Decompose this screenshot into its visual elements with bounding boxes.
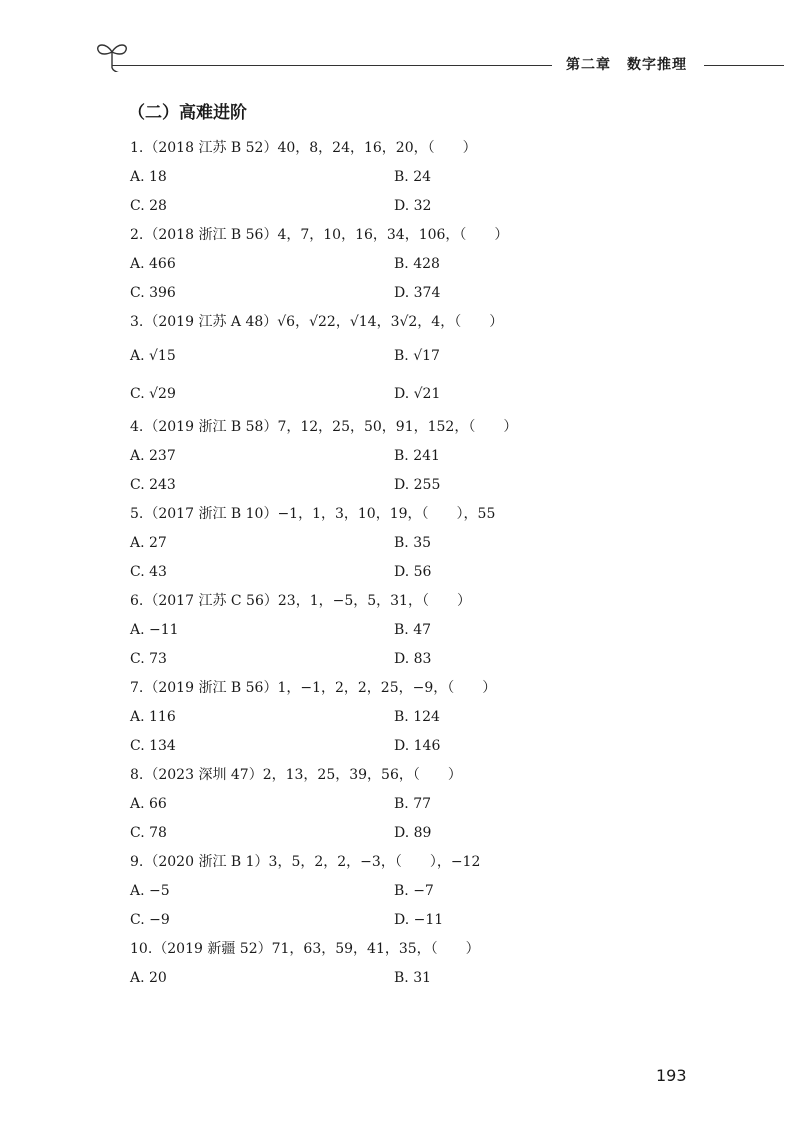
option-d: D. 32 xyxy=(394,198,432,214)
question-2 xyxy=(130,221,750,250)
options-row xyxy=(130,375,750,413)
option-c: C. 28 xyxy=(130,198,167,214)
options-row xyxy=(130,790,750,819)
option-a: A. −5 xyxy=(130,883,170,899)
option-d: D. √21 xyxy=(394,386,441,402)
options-row xyxy=(130,529,750,558)
option-b: B. 428 xyxy=(394,256,440,272)
options-row xyxy=(130,192,750,221)
option-a: A. 237 xyxy=(130,448,176,464)
options-row xyxy=(130,337,750,375)
question-sequence: 2，13，25，39，56，（ ） xyxy=(262,767,462,783)
page-number: 193 xyxy=(656,1066,687,1085)
option-a: A. −11 xyxy=(130,622,179,638)
question-number: 3. xyxy=(130,314,144,330)
options-row xyxy=(130,703,750,732)
question-10 xyxy=(130,935,750,964)
sprout-icon xyxy=(92,38,132,72)
options-row xyxy=(130,442,750,471)
option-a: A. 27 xyxy=(130,535,167,551)
chapter-heading xyxy=(566,54,687,74)
option-d: D. 83 xyxy=(394,651,432,667)
question-3 xyxy=(130,308,750,337)
question-source: （2017 浙江 B 10） xyxy=(144,506,278,522)
question-number: 6. xyxy=(130,593,144,609)
options-row xyxy=(130,279,750,308)
options-row xyxy=(130,558,750,587)
options-row xyxy=(130,645,750,674)
question-source: （2018 江苏 B 52） xyxy=(144,140,278,156)
option-b: B. 35 xyxy=(394,535,432,551)
question-6 xyxy=(130,587,750,616)
question-number: 2. xyxy=(130,227,144,243)
option-c: C. −9 xyxy=(130,912,170,928)
option-a: A. 20 xyxy=(130,970,167,986)
option-b: B. 241 xyxy=(394,448,440,464)
question-number: 1. xyxy=(130,140,144,156)
question-source: （2019 浙江 B 56） xyxy=(144,680,278,696)
question-sequence: 71，63，59，41，35，（ ） xyxy=(271,941,480,957)
option-d: D. 255 xyxy=(394,477,441,493)
chapter-title: 数字推理 xyxy=(627,57,687,73)
question-sequence: −1，1，3，10，19，（ ），55 xyxy=(277,506,496,522)
option-d: D. −11 xyxy=(394,912,444,928)
question-sequence: 4，7，10，16，34，106，（ ） xyxy=(277,227,509,243)
question-sequence: 23，1，−5，5，31，（ ） xyxy=(277,593,471,609)
option-b: B. 47 xyxy=(394,622,432,638)
options-row xyxy=(130,250,750,279)
option-a: A. 66 xyxy=(130,796,167,812)
question-4 xyxy=(130,413,750,442)
option-c: C. 78 xyxy=(130,825,167,841)
question-sequence: 1，−1，2，2，25，−9，（ ） xyxy=(277,680,497,696)
option-b: B. 77 xyxy=(394,796,432,812)
option-b: B. −7 xyxy=(394,883,434,899)
question-5 xyxy=(130,500,750,529)
options-row xyxy=(130,471,750,500)
question-sequence: √6，√22，√14，3√2，4，（ ） xyxy=(277,314,504,330)
question-number: 5. xyxy=(130,506,144,522)
question-source: （2020 浙江 B 1） xyxy=(144,854,269,870)
running-header xyxy=(0,30,800,80)
option-a: A. 18 xyxy=(130,169,167,185)
question-number: 10. xyxy=(130,941,153,957)
options-row xyxy=(130,819,750,848)
question-source: （2018 浙江 B 56） xyxy=(144,227,278,243)
options-row xyxy=(130,163,750,192)
option-c: C. 396 xyxy=(130,285,176,301)
question-1 xyxy=(130,134,750,163)
option-b: B. √17 xyxy=(394,348,440,364)
question-sequence: 3，5，2，2，−3，（ ），−12 xyxy=(268,854,481,870)
option-d: D. 56 xyxy=(394,564,432,580)
option-a: A. 466 xyxy=(130,256,176,272)
option-c: C. 243 xyxy=(130,477,176,493)
question-sequence: 40，8，24，16，20，（ ） xyxy=(277,140,477,156)
question-source: （2017 江苏 C 56） xyxy=(144,593,278,609)
question-number: 4. xyxy=(130,419,144,435)
option-c: C. 73 xyxy=(130,651,167,667)
question-number: 7. xyxy=(130,680,144,696)
question-8 xyxy=(130,761,750,790)
question-number: 9. xyxy=(130,854,144,870)
question-list xyxy=(130,134,750,993)
question-source: （2023 深圳 47） xyxy=(144,767,263,783)
option-c: C. √29 xyxy=(130,386,176,402)
chapter-label: 第二章 xyxy=(566,57,611,73)
header-rule-left xyxy=(112,65,552,66)
option-a: A. √15 xyxy=(130,348,176,364)
question-source: （2019 江苏 A 48） xyxy=(144,314,278,330)
option-d: D. 374 xyxy=(394,285,441,301)
option-b: B. 124 xyxy=(394,709,440,725)
header-rule-right xyxy=(704,65,784,66)
question-number: 8. xyxy=(130,767,144,783)
option-d: D. 146 xyxy=(394,738,441,754)
options-row xyxy=(130,732,750,761)
option-b: B. 24 xyxy=(394,169,432,185)
options-row xyxy=(130,906,750,935)
question-source: （2019 浙江 B 58） xyxy=(144,419,278,435)
option-c: C. 43 xyxy=(130,564,167,580)
option-d: D. 89 xyxy=(394,825,432,841)
question-9 xyxy=(130,848,750,877)
options-row xyxy=(130,877,750,906)
option-a: A. 116 xyxy=(130,709,176,725)
options-row xyxy=(130,616,750,645)
question-source: （2019 新疆 52） xyxy=(153,941,272,957)
options-row xyxy=(130,964,750,993)
option-b: B. 31 xyxy=(394,970,432,986)
question-7 xyxy=(130,674,750,703)
question-sequence: 7，12，25，50，91，152，（ ） xyxy=(277,419,518,435)
section-title: （二）高难进阶 xyxy=(128,103,247,123)
option-c: C. 134 xyxy=(130,738,176,754)
